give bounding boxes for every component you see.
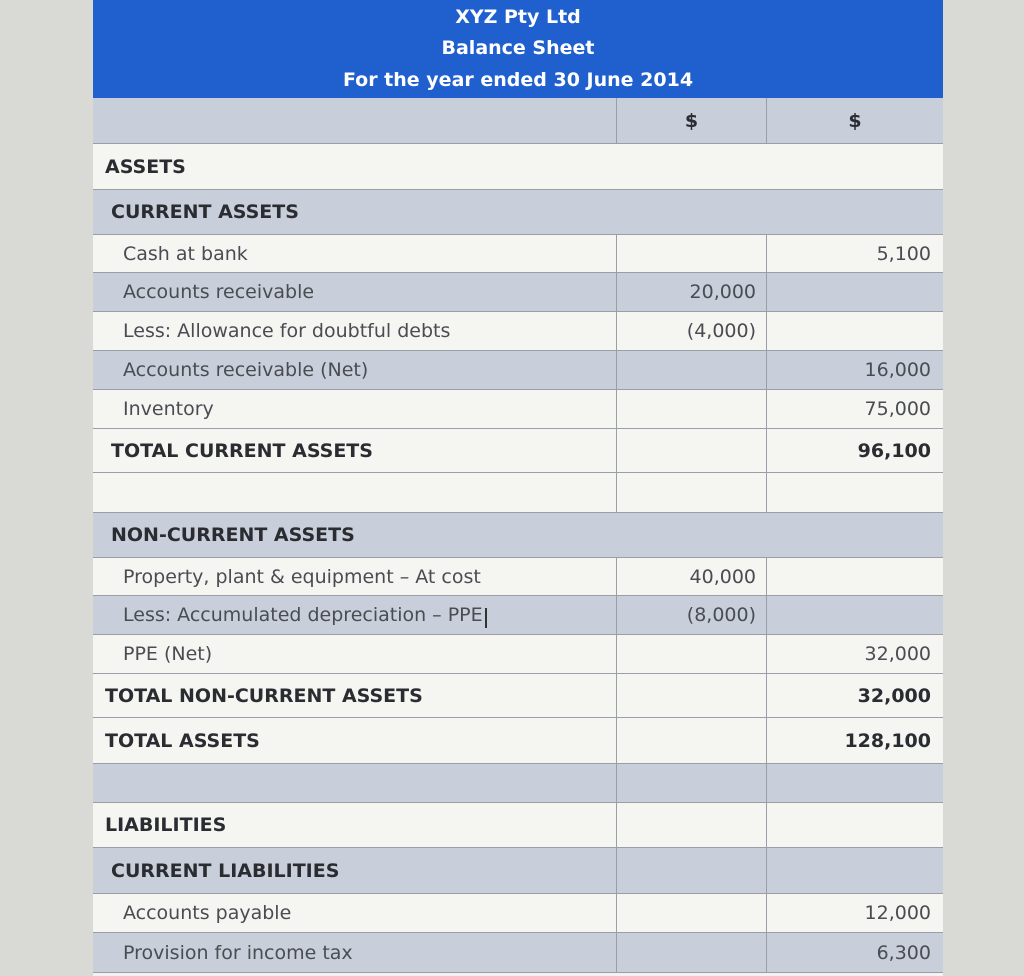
row-total-value: 128,100 xyxy=(844,729,931,752)
subsection-label: CURRENT LIABILITIES xyxy=(111,859,340,882)
row-total-assets xyxy=(93,718,943,764)
row-total-value: 16,000 xyxy=(864,359,931,381)
report-header xyxy=(93,0,943,98)
row-total-value: 32,000 xyxy=(864,643,931,665)
row-label: Provision for income tax xyxy=(123,941,353,964)
row-inventory xyxy=(93,390,943,429)
row-allowance-doubtful-debts xyxy=(93,312,943,351)
section-liabilities xyxy=(93,803,943,848)
company-name: XYZ Pty Ltd xyxy=(455,6,581,28)
row-total-value: 96,100 xyxy=(857,439,931,462)
row-detail-value: 40,000 xyxy=(689,565,756,588)
row-ppe-net xyxy=(93,635,943,674)
row-total-value: 6,300 xyxy=(876,941,931,964)
row-detail-value: (4,000) xyxy=(686,320,756,342)
section-label: LIABILITIES xyxy=(105,814,227,836)
row-label: Accounts payable xyxy=(123,902,292,924)
row-spacer xyxy=(93,764,943,803)
row-accounts-payable xyxy=(93,894,943,933)
column-header-currency-1: $ xyxy=(684,109,699,132)
row-provision-income-tax xyxy=(93,933,943,973)
subsection-label: CURRENT ASSETS xyxy=(111,201,299,223)
row-label: Cash at bank xyxy=(123,242,248,265)
row-total-value: 5,100 xyxy=(876,242,931,265)
row-label: Less: Accumulated depreciation – PPE xyxy=(123,604,483,626)
row-total-value: 12,000 xyxy=(864,902,931,924)
row-label: TOTAL ASSETS xyxy=(105,729,260,752)
text-cursor-icon xyxy=(485,608,495,628)
row-label: Inventory xyxy=(123,398,214,420)
row-detail-value: 20,000 xyxy=(689,281,756,303)
row-spacer xyxy=(93,473,943,513)
report-title: Balance Sheet xyxy=(441,37,595,59)
row-accumulated-depreciation xyxy=(93,596,943,635)
row-label: Property, plant & equipment – At cost xyxy=(123,565,481,588)
row-label: Accounts receivable xyxy=(123,281,315,303)
row-total-value: 32,000 xyxy=(857,684,931,707)
row-accounts-receivable-net xyxy=(93,351,943,390)
row-label: TOTAL NON-CURRENT ASSETS xyxy=(105,684,423,707)
row-label: PPE (Net) xyxy=(123,643,213,665)
row-cash-at-bank xyxy=(93,235,943,273)
section-label: ASSETS xyxy=(105,155,186,178)
row-total-value: 75,000 xyxy=(864,398,931,420)
report-period: For the year ended 30 June 2014 xyxy=(342,69,694,91)
subsection-non-current-assets xyxy=(93,513,943,558)
column-header-currency-2: $ xyxy=(848,109,862,132)
column-header-row xyxy=(93,98,943,144)
row-ppe-at-cost xyxy=(93,558,943,596)
row-label: Accounts receivable (Net) xyxy=(123,359,369,381)
section-assets xyxy=(93,144,943,190)
balance-sheet-document xyxy=(93,0,943,976)
row-label: Less: Allowance for doubtful debts xyxy=(123,320,451,342)
row-detail-value: (8,000) xyxy=(686,604,756,626)
row-label: TOTAL CURRENT ASSETS xyxy=(111,439,373,462)
subsection-current-assets xyxy=(93,190,943,235)
row-accounts-receivable xyxy=(93,273,943,312)
row-total-current-assets xyxy=(93,429,943,473)
row-total-non-current-assets xyxy=(93,674,943,718)
subsection-current-liabilities xyxy=(93,848,943,894)
subsection-label: NON-CURRENT ASSETS xyxy=(111,524,355,546)
